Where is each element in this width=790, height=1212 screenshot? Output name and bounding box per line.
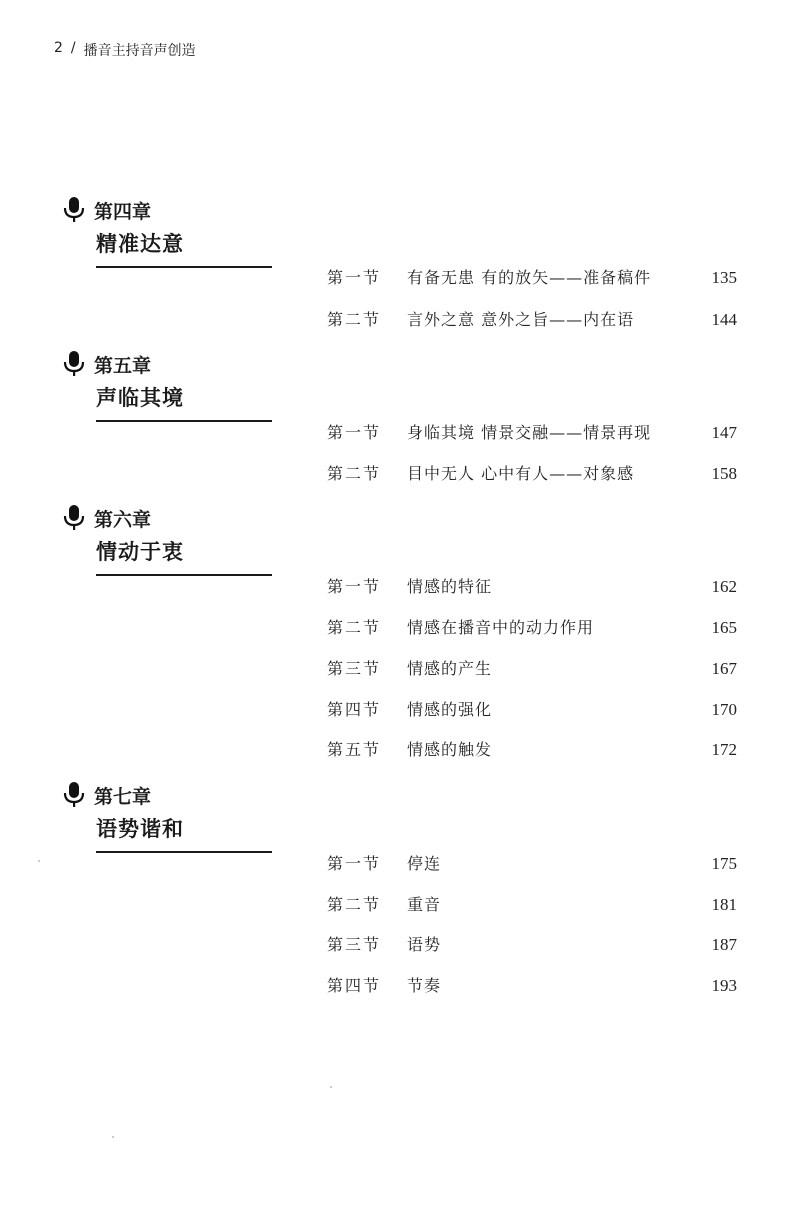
page-ref: 158 xyxy=(711,464,737,483)
chapter-number-row xyxy=(62,350,274,378)
section-title: 有备无患 有的放矢——准备稿件 xyxy=(407,268,652,287)
chapter-5-heading xyxy=(62,350,274,422)
section-title: 目中无人 心中有人——对象感 xyxy=(407,464,635,483)
page-ref: 147 xyxy=(711,423,737,442)
page-ref: 144 xyxy=(711,310,737,329)
chapter-divider xyxy=(96,851,272,853)
chapter-number: 第五章 xyxy=(94,354,152,377)
chapter-6-heading xyxy=(62,504,274,576)
running-header xyxy=(54,40,196,60)
section-number: 第四节 xyxy=(327,700,382,719)
toc-entry[interactable] xyxy=(327,738,737,762)
microphone-icon xyxy=(62,196,86,224)
section-title: 身临其境 情景交融——情景再现 xyxy=(407,423,652,442)
page-number: 2 xyxy=(54,40,63,56)
toc-entry[interactable] xyxy=(327,657,737,681)
section-title: 情感的触发 xyxy=(407,740,493,759)
page-ref: 167 xyxy=(711,659,737,678)
section-number: 第二节 xyxy=(327,310,382,329)
section-number: 第四节 xyxy=(327,976,382,995)
section-number: 第五节 xyxy=(327,740,382,759)
section-title: 情感的产生 xyxy=(407,659,493,678)
chapter-divider xyxy=(96,420,272,422)
chapter-number-row xyxy=(62,504,274,532)
section-number: 第一节 xyxy=(327,577,382,596)
section-number: 第二节 xyxy=(327,464,382,483)
section-number: 第一节 xyxy=(327,854,382,873)
chapter-title: 语势谐和 xyxy=(96,816,184,841)
chapter-title: 精准达意 xyxy=(96,231,184,256)
toc-entry[interactable] xyxy=(327,893,737,917)
toc-entry[interactable] xyxy=(327,974,737,998)
toc-entry[interactable] xyxy=(327,698,737,722)
section-number: 第一节 xyxy=(327,268,382,287)
scan-speck xyxy=(330,1086,332,1088)
microphone-icon xyxy=(62,781,86,809)
toc-entry[interactable] xyxy=(327,575,737,599)
page-ref: 172 xyxy=(711,740,737,759)
section-title: 情感的特征 xyxy=(407,577,493,596)
chapter-title: 情动于衷 xyxy=(96,539,184,564)
page-ref: 162 xyxy=(711,577,737,596)
chapter-number-row xyxy=(62,196,274,224)
section-number: 第一节 xyxy=(327,423,382,442)
chapter-number: 第七章 xyxy=(94,785,152,808)
page-ref: 193 xyxy=(711,976,737,995)
toc-entry[interactable] xyxy=(327,462,737,486)
chapter-divider xyxy=(96,266,272,268)
scan-speck xyxy=(38,860,40,862)
page-ref: 165 xyxy=(711,618,737,637)
section-number: 第三节 xyxy=(327,935,382,954)
chapter-4-heading xyxy=(62,196,274,268)
toc-entry[interactable] xyxy=(327,852,737,876)
page-ref: 170 xyxy=(711,700,737,719)
section-title: 语势 xyxy=(407,935,442,954)
chapter-divider xyxy=(96,574,272,576)
chapter-number: 第四章 xyxy=(94,200,152,223)
section-title: 停连 xyxy=(407,854,442,873)
section-number: 第二节 xyxy=(327,895,382,914)
toc-entry[interactable] xyxy=(327,933,737,957)
book-title: 播音主持音声创造 xyxy=(83,43,196,59)
toc-entry[interactable] xyxy=(327,616,737,640)
toc-entry[interactable] xyxy=(327,266,737,290)
section-title: 重音 xyxy=(407,895,442,914)
section-title: 言外之意 意外之旨——内在语 xyxy=(407,310,635,329)
chapter-title: 声临其境 xyxy=(96,385,184,410)
section-title: 节奏 xyxy=(407,976,442,995)
header-separator: / xyxy=(70,40,76,56)
page-ref: 135 xyxy=(711,268,737,287)
microphone-icon xyxy=(62,504,86,532)
section-title: 情感的强化 xyxy=(407,700,493,719)
chapter-7-heading xyxy=(62,781,274,853)
section-number: 第三节 xyxy=(327,659,382,678)
section-title: 情感在播音中的动力作用 xyxy=(407,618,595,637)
microphone-icon xyxy=(62,350,86,378)
toc-entry[interactable] xyxy=(327,421,737,445)
scan-speck xyxy=(112,1136,114,1138)
chapter-number-row xyxy=(62,781,274,809)
page-ref: 175 xyxy=(711,854,737,873)
page-ref: 181 xyxy=(711,895,737,914)
toc-entry[interactable] xyxy=(327,308,737,332)
page-ref: 187 xyxy=(711,935,737,954)
section-number: 第二节 xyxy=(327,618,382,637)
chapter-number: 第六章 xyxy=(94,508,152,531)
